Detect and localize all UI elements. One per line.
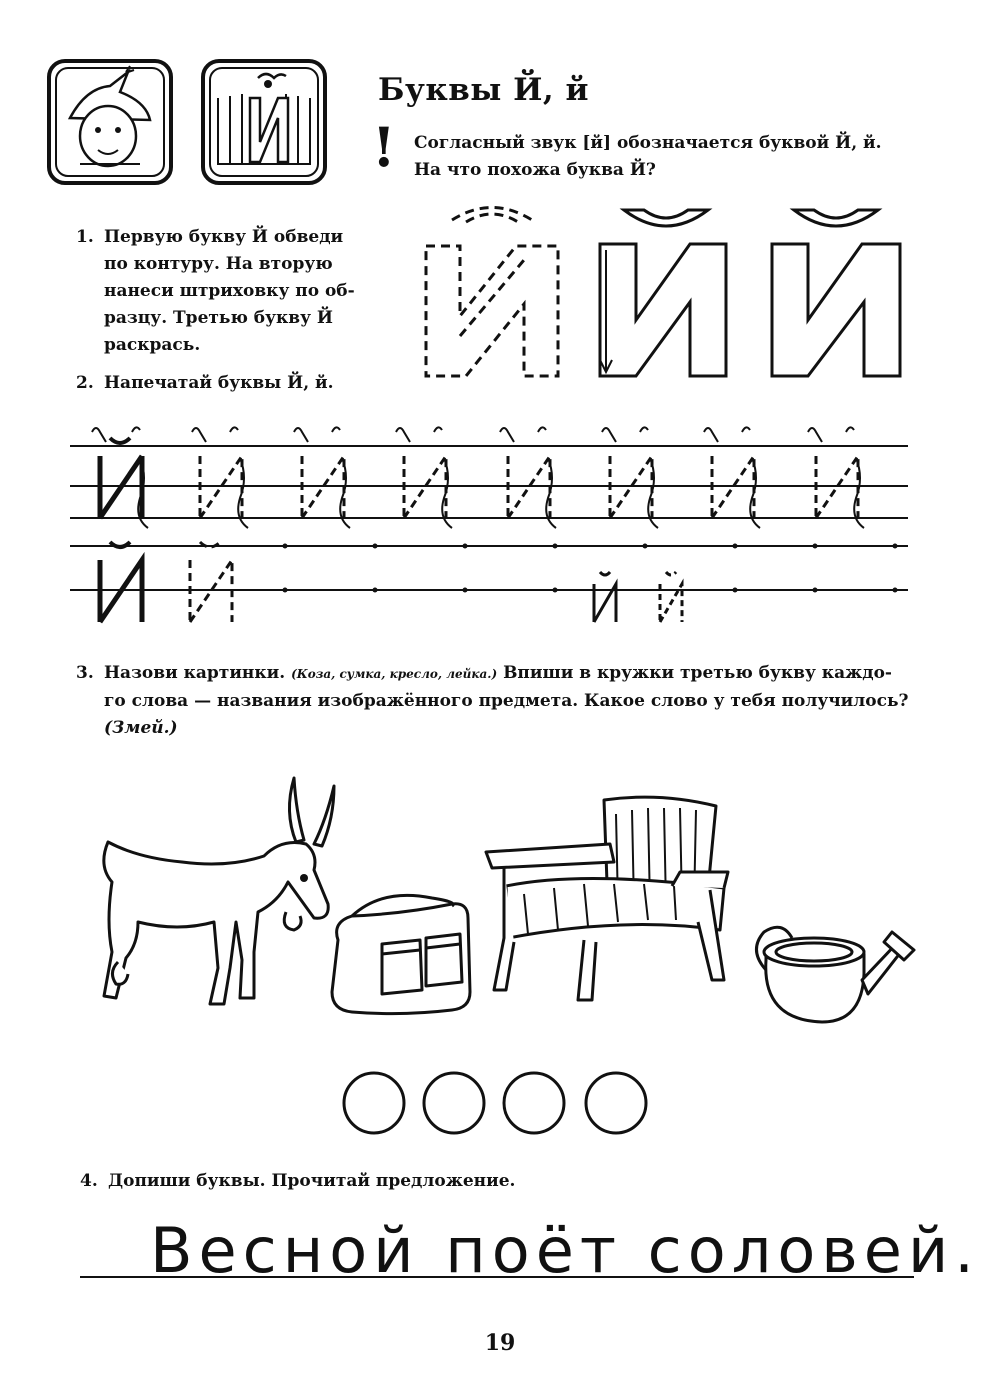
writing-practice (70, 418, 910, 633)
note-line: На что похожа буква Й? (414, 160, 656, 180)
task-4 (80, 1168, 515, 1195)
note-mark: ! (372, 115, 396, 179)
task-3 (76, 660, 936, 742)
task-line: по контуру. На вторую (104, 254, 333, 274)
goat-picture (78, 772, 338, 1022)
answer-circle[interactable] (344, 1073, 404, 1133)
sentence-to-complete[interactable]: Весной поёт соловей. (150, 1214, 980, 1278)
answer-circle[interactable] (586, 1073, 646, 1133)
row1-sample-letter (100, 438, 142, 518)
task-number: 3. (76, 663, 94, 683)
task-text: Допиши буквы. Прочитай предложение. (108, 1171, 516, 1191)
task-number: 4. (80, 1171, 98, 1191)
answer-circle[interactable] (424, 1073, 484, 1133)
bag-picture (322, 892, 482, 1020)
task-line: раскрась. (104, 335, 201, 355)
task-text-continued: го слова — названия изображённого предмета. Какое слово у тебя получилось? (104, 691, 909, 711)
armchair-picture (484, 790, 734, 1002)
watering-can-picture (752, 910, 916, 1028)
task-1 (76, 224, 376, 359)
task-number: 2. (76, 373, 94, 393)
answer-circles (340, 1070, 652, 1136)
page-number: 19 (484, 1330, 516, 1356)
task-text: Впиши в кружки третью букву каждо- (503, 663, 892, 683)
task-answer: (Змей.) (104, 718, 178, 738)
letter-hatch-sample (600, 210, 726, 376)
page-title: Буквы Й, й (378, 72, 589, 108)
letter-fence-picture (200, 58, 328, 186)
character-picture (46, 58, 174, 186)
task-line: разцу. Третью букву Й (104, 308, 333, 328)
letter-to-color (772, 210, 900, 376)
sentence-baseline (80, 1274, 914, 1280)
task-2 (76, 370, 334, 397)
task-hint: (Коза, сумка, кресло, лейка.) (291, 667, 498, 681)
answer-circle[interactable] (504, 1073, 564, 1133)
note-text (414, 130, 882, 184)
note-line: Согласный звук [й] обозначается буквой Й, й. (414, 133, 882, 153)
letter-dashed-outline (426, 208, 558, 377)
task-text: Напечатай буквы Й, й. (104, 373, 334, 393)
task-line: нанеси штриховку по об- (104, 281, 355, 301)
task-line: Первую букву Й обведи (104, 227, 344, 247)
task-number: 1. (76, 227, 94, 247)
big-letters (410, 200, 920, 385)
task-lead: Назови картинки. (104, 663, 286, 683)
